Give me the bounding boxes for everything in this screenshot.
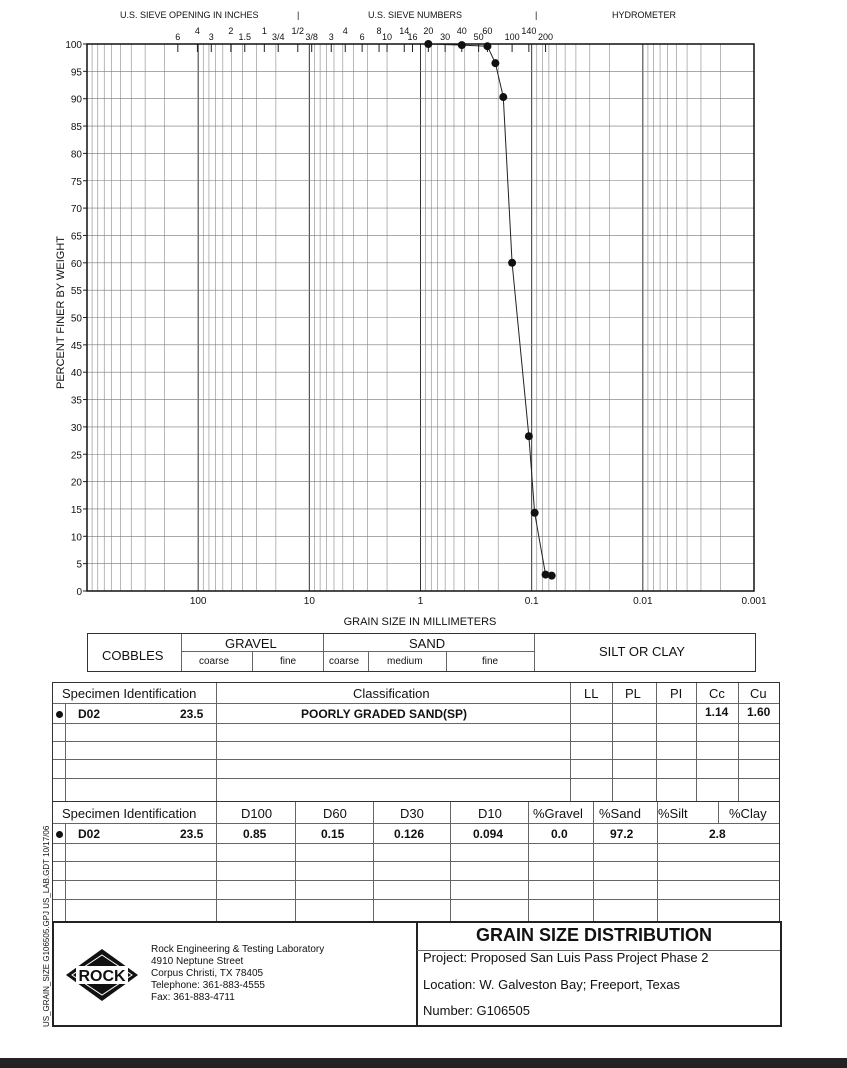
project-line: Project: Proposed San Luis Pass Project Phase 2 — [423, 950, 709, 965]
company-city: Corpus Christi, TX 78405 — [151, 968, 264, 979]
y-tick-label: 40 — [70, 368, 82, 380]
sand-medium-label: medium — [387, 656, 423, 667]
sieve-number-mark: 140 — [521, 26, 537, 36]
sieve-opening-mark: 3 — [208, 32, 214, 42]
t2-header-d10: D10 — [478, 806, 502, 821]
classification-table — [52, 682, 780, 802]
sieve-number-mark: 50 — [473, 32, 484, 42]
t1-specimen: D02 — [78, 707, 101, 721]
data-point — [508, 259, 516, 267]
logo-text: ROCK — [78, 968, 126, 985]
sieve-number-mark: 10 — [382, 32, 393, 42]
x-tick-label: 10 — [303, 596, 315, 607]
t2-specimen: D02 — [78, 827, 101, 841]
sieve-number-mark: 20 — [423, 26, 434, 36]
sieve-numbers-label: U.S. SIEVE NUMBERS — [368, 10, 463, 20]
sieve-opening-mark: 4 — [194, 26, 200, 36]
sieve-number-mark: 200 — [538, 32, 554, 42]
header-separator: | — [535, 10, 538, 20]
t2-header-sand: %Sand — [599, 806, 641, 821]
file-side-label: US_GRAIN_SIZE G106505.GPJ US_LAB.GDT 10/17/06 — [42, 825, 51, 1027]
y-tick-label: 20 — [70, 477, 82, 489]
y-tick-label: 10 — [70, 532, 82, 544]
sieve-opening-mark: 3/4 — [271, 32, 285, 42]
y-tick-label: 100 — [65, 40, 82, 51]
x-tick-label: 0.01 — [633, 596, 653, 607]
company-name: Rock Engineering & Testing Laboratory — [151, 944, 325, 955]
cobbles-label: COBBLES — [102, 648, 164, 663]
company-telephone: Telephone: 361-883-4555 — [151, 980, 265, 991]
y-tick-label: 55 — [70, 286, 82, 298]
t2-header-d60: D60 — [323, 806, 347, 821]
data-point — [531, 509, 539, 517]
y-tick-label: 85 — [70, 122, 82, 134]
gravel-label: GRAVEL — [225, 636, 277, 651]
t2-d100: 0.85 — [243, 827, 267, 841]
y-tick-label: 65 — [70, 231, 82, 243]
soil-classification-bar — [87, 633, 756, 672]
x-tick-label: 0.1 — [524, 596, 539, 607]
sieve-number-mark: 100 — [504, 32, 520, 42]
t1-classification: POORLY GRADED SAND(SP) — [301, 707, 468, 721]
y-tick-label: 50 — [70, 313, 82, 325]
y-axis-label: PERCENT FINER BY WEIGHT — [55, 235, 67, 390]
t2-gravel: 0.0 — [551, 827, 568, 841]
y-tick-label: 35 — [70, 395, 82, 407]
t1-header-pl: PL — [625, 686, 641, 701]
t1-cc: 1.14 — [705, 705, 729, 719]
t1-header-ll: LL — [584, 686, 599, 701]
sieve-number-mark: 14 — [399, 26, 410, 36]
title-block — [52, 921, 782, 1027]
sieve-opening-mark: 6 — [175, 32, 181, 42]
sieve-opening-mark: 3/8 — [305, 32, 318, 42]
company-fax: Fax: 361-883-4711 — [151, 992, 235, 1003]
sieve-number-mark: 4 — [342, 26, 348, 36]
sand-fine-label: fine — [482, 656, 499, 667]
y-tick-label: 15 — [70, 504, 82, 516]
data-point — [525, 432, 533, 440]
gradation-table — [52, 801, 780, 923]
t2-d10: 0.094 — [473, 827, 504, 841]
sieve-opening-mark: 2 — [228, 26, 234, 36]
sieve-opening-mark: 1 — [261, 26, 267, 36]
company-address — [151, 944, 324, 1004]
company-street: 4910 Neptune Street — [151, 956, 244, 967]
hydrometer-label: HYDROMETER — [612, 10, 677, 20]
data-point — [483, 42, 491, 50]
gravel-fine-label: fine — [280, 656, 297, 667]
t2-sand: 97.2 — [610, 827, 634, 841]
y-tick-label: 30 — [70, 422, 82, 434]
y-tick-label: 95 — [70, 67, 82, 79]
sand-label: SAND — [409, 636, 446, 651]
rock-logo — [64, 947, 140, 1003]
report-title: GRAIN SIZE DISTRIBUTION — [476, 925, 713, 945]
t2-header-d30: D30 — [400, 806, 424, 821]
x-tick-label: 0.001 — [741, 596, 767, 607]
t2-silt-clay: 2.8 — [709, 827, 726, 841]
sieve-number-mark: 16 — [407, 32, 418, 42]
t2-header-clay: %Clay — [729, 806, 767, 821]
t1-header-cu: Cu — [750, 686, 767, 701]
y-tick-label: 25 — [70, 450, 82, 462]
header-separator: | — [297, 10, 300, 20]
y-tick-label: 5 — [76, 559, 82, 571]
gravel-coarse-label: coarse — [199, 656, 230, 667]
row-bullet — [56, 711, 63, 718]
t1-header-cc: Cc — [709, 686, 725, 701]
data-point — [458, 41, 466, 49]
data-point — [424, 40, 432, 48]
sieve-opening-mark: 1/2 — [291, 26, 305, 36]
x-axis-label: GRAIN SIZE IN MILLIMETERS — [343, 616, 497, 628]
sieve-number-mark: 3 — [328, 32, 334, 42]
y-tick-label: 80 — [70, 149, 82, 161]
t1-depth: 23.5 — [180, 707, 204, 721]
gradation-curve — [428, 44, 551, 576]
x-tick-label: 100 — [189, 596, 207, 607]
t2-d60: 0.15 — [321, 827, 345, 841]
t1-header-pi: PI — [670, 686, 683, 701]
number-line: Number: G106505 — [423, 1003, 530, 1018]
y-tick-label: 0 — [76, 587, 82, 598]
data-point — [548, 572, 556, 580]
y-tick-label: 60 — [70, 258, 82, 270]
t2-header-specimen: Specimen Identification — [62, 806, 197, 821]
silt-clay-label: SILT OR CLAY — [599, 644, 685, 659]
sieve-opening-label: U.S. SIEVE OPENING IN INCHES — [120, 10, 259, 20]
data-point — [499, 93, 507, 101]
t1-cu: 1.60 — [747, 705, 771, 719]
t2-header-d100: D100 — [241, 806, 273, 821]
y-tick-label: 90 — [70, 94, 82, 106]
y-tick-label: 75 — [70, 176, 82, 188]
data-point — [491, 59, 499, 67]
row-bullet — [56, 831, 63, 838]
t2-depth: 23.5 — [180, 827, 204, 841]
t2-d30: 0.126 — [394, 827, 425, 841]
y-tick-label: 70 — [70, 204, 82, 216]
y-tick-label: 45 — [70, 340, 82, 352]
sieve-number-mark: 40 — [456, 26, 467, 36]
sand-coarse-label: coarse — [329, 656, 360, 667]
sieve-opening-mark: 1.5 — [238, 32, 252, 42]
t2-header-gravel: %Gravel — [533, 806, 583, 821]
sieve-number-mark: 60 — [482, 26, 493, 36]
t1-header-specimen: Specimen Identification — [62, 686, 197, 701]
sieve-number-mark: 6 — [359, 32, 365, 42]
location-line: Location: W. Galveston Bay; Freeport, Texas — [423, 977, 680, 992]
t2-header-silt: %Silt — [658, 806, 688, 821]
sieve-number-mark: 8 — [376, 26, 382, 36]
scan-edge — [0, 1058, 847, 1068]
t1-header-classification: Classification — [353, 686, 430, 701]
sieve-number-mark: 30 — [440, 32, 451, 42]
x-tick-label: 1 — [417, 596, 424, 607]
